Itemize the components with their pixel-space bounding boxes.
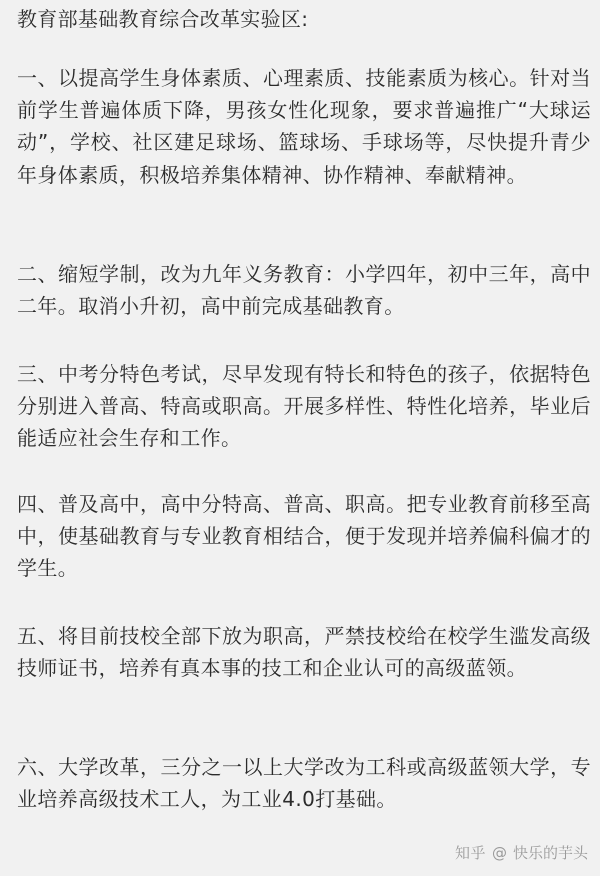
at-icon: @: [491, 844, 507, 862]
paragraph-2: 二、缩短学制，改为九年义务教育：小学四年，初中三年，高中二年。取消小升初，高中前完成基础教育。: [17, 262, 591, 319]
paragraph-6: 六、大学改革，三分之一以上大学改为工科或高级蓝领大学，专业培养高级技术工人，为工业4.0打基础。: [17, 755, 591, 812]
paragraph-5: 五、将目前技校全部下放为职高，严禁技校给在校学生滥发高级技师证书，培养有真本事的技工和企业认可的高级蓝领。: [17, 624, 591, 681]
paragraph-1: 一、以提高学生身体素质、心理素质、技能素质为核心。针对当前学生普遍体质下降，男孩女性化现象，要求普遍推广“大球运动”，学校、社区建足球场、篮球场、手球场等，尽快提升青少年身体素质，积极培养集体精神、协作精神、奉献精神。: [17, 66, 591, 187]
paragraph-4: 四、普及高中，高中分特高、普高、职高。把专业教育前移至高中，使基础教育与专业教育相结合，便于发现并培养偏科偏才的学生。: [17, 492, 591, 581]
watermark-brand: 知乎: [454, 844, 486, 862]
zhihu-watermark: [455, 843, 588, 863]
document-title: 教育部基础教育综合改革实验区:: [17, 7, 309, 31]
watermark-user: 快乐的芋头: [512, 844, 588, 862]
paragraph-3: 三、中考分特色考试，尽早发现有特长和特色的孩子，依据特色分别进入普高、特高或职高。开展多样性、特性化培养，毕业后能适应社会生存和工作。: [17, 362, 591, 451]
